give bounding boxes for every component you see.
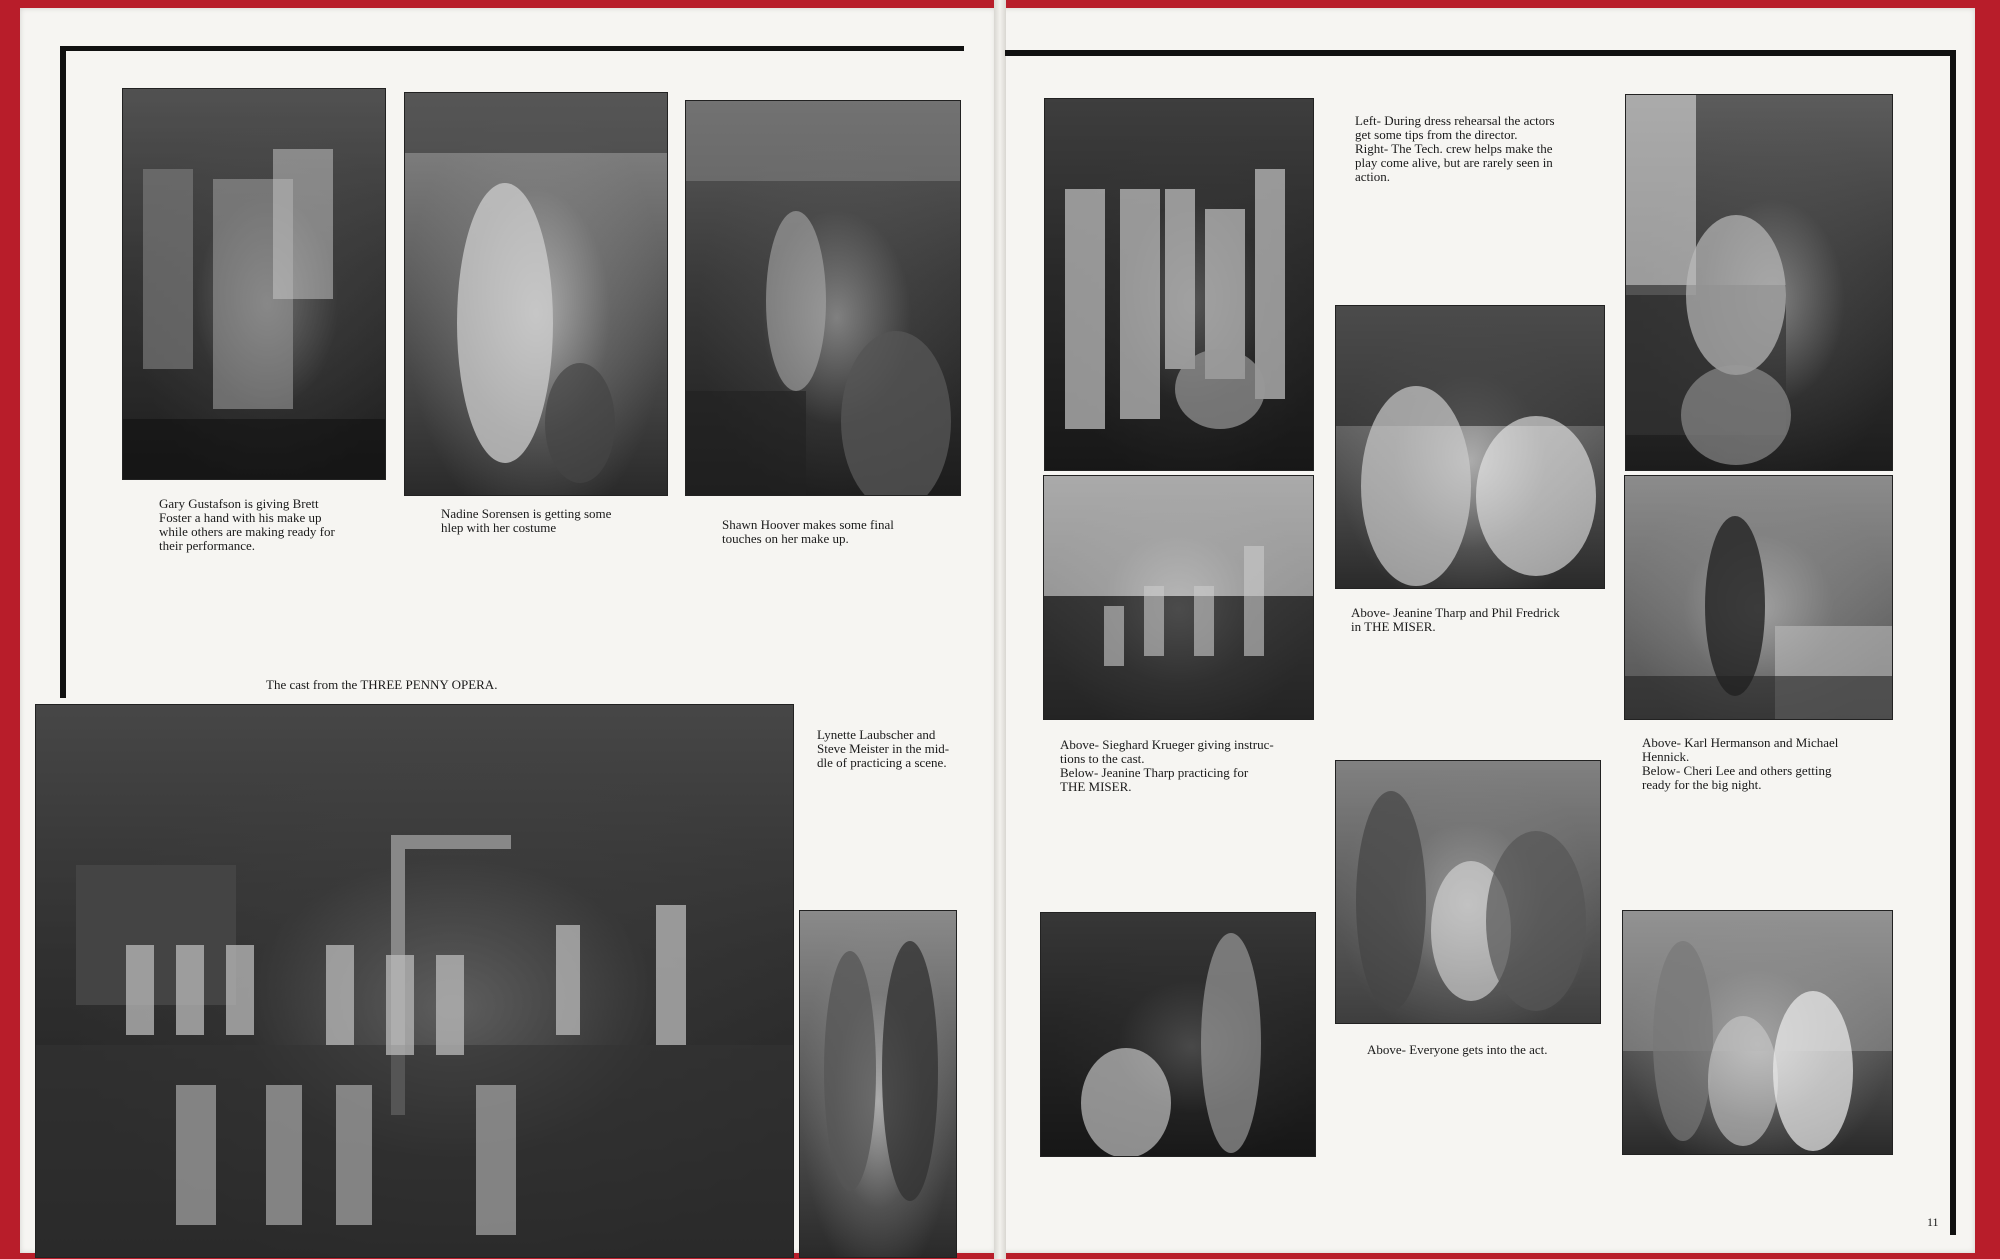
caption-line: action. [1355,169,1391,184]
photo-jeanine-practicing [1040,912,1316,1157]
caption-shawn-hoover [722,518,942,546]
caption-cast-three-penny-opera: The cast from the THREE PENNY OPERA. [266,677,498,692]
caption-line: Lynette Laubscher and [817,727,936,742]
caption-line: Below- Cheri Lee and others getting [1642,763,1832,778]
caption-lynette-laubscher [817,728,969,770]
photo-lynette-steve [799,910,957,1258]
caption-line: get some tips from the director. [1355,127,1518,142]
photo-mirror-makeup [685,100,961,496]
photo-tech-crew [1625,94,1893,471]
frame-rule-right-side [1950,50,1956,1235]
caption-line: Steve Meister in the mid- [817,741,950,756]
photo-costume-fitting [404,92,668,496]
caption-line: Above- Sieghard Krueger giving instruc- [1060,737,1274,752]
frame-rule-right-top [1005,50,1955,56]
caption-line: Above- Jeanine Tharp and Phil Fredrick [1351,605,1560,620]
photo-makeup-room [122,88,386,480]
caption-line: Right- The Tech. crew helps make the [1355,141,1553,156]
caption-line: their performance. [159,538,256,553]
frame-rule-left-top [66,46,964,51]
photo-dress-rehearsal [1044,98,1314,471]
caption-line: Above- Karl Hermanson and Michael [1642,735,1839,750]
caption-line: tions to the cast. [1060,751,1145,766]
page-number: 11 [1927,1215,1939,1229]
caption-line: in THE MISER. [1351,619,1436,634]
caption-line: Hennick. [1642,749,1690,764]
caption-line: touches on her make up. [722,531,849,546]
caption-left-right [1355,114,1585,184]
caption-jeanine-phil [1351,606,1601,634]
frame-rule-left-side [60,46,66,698]
caption-line: play come alive, but are rarely seen in [1355,155,1553,170]
caption-line: while others are making ready for [159,524,335,539]
caption-line: Nadine Sorensen is getting some [441,506,612,521]
caption-line: Left- During dress rehearsal the actors [1355,113,1555,128]
caption-gary-gustafson [159,497,347,553]
caption-everyone-act: Above- Everyone gets into the act. [1367,1042,1548,1057]
photo-jeanine-phil-miser [1335,305,1605,589]
caption-line: Below- Jeanine Tharp practicing for [1060,765,1249,780]
caption-line: Foster a hand with his make up [159,510,322,525]
caption-nadine-sorensen [441,507,641,535]
caption-sieghard-krueger [1060,738,1296,794]
photo-karl-michael [1624,475,1893,720]
photo-everyone-act [1335,760,1601,1024]
photo-sieghard-instructions [1043,475,1314,720]
caption-line: THE MISER. [1060,779,1132,794]
caption-line: Gary Gustafson is giving Brett [159,496,319,511]
photo-cheri-lee [1622,910,1893,1155]
caption-karl-hermanson [1642,736,1876,792]
photo-cast-stage [35,704,794,1258]
caption-line: hlep with her costume [441,520,557,535]
caption-line: Shawn Hoover makes some final [722,517,894,532]
caption-line: ready for the big night. [1642,777,1762,792]
book-gutter [994,0,1006,1259]
caption-line: dle of practicing a scene. [817,755,947,770]
